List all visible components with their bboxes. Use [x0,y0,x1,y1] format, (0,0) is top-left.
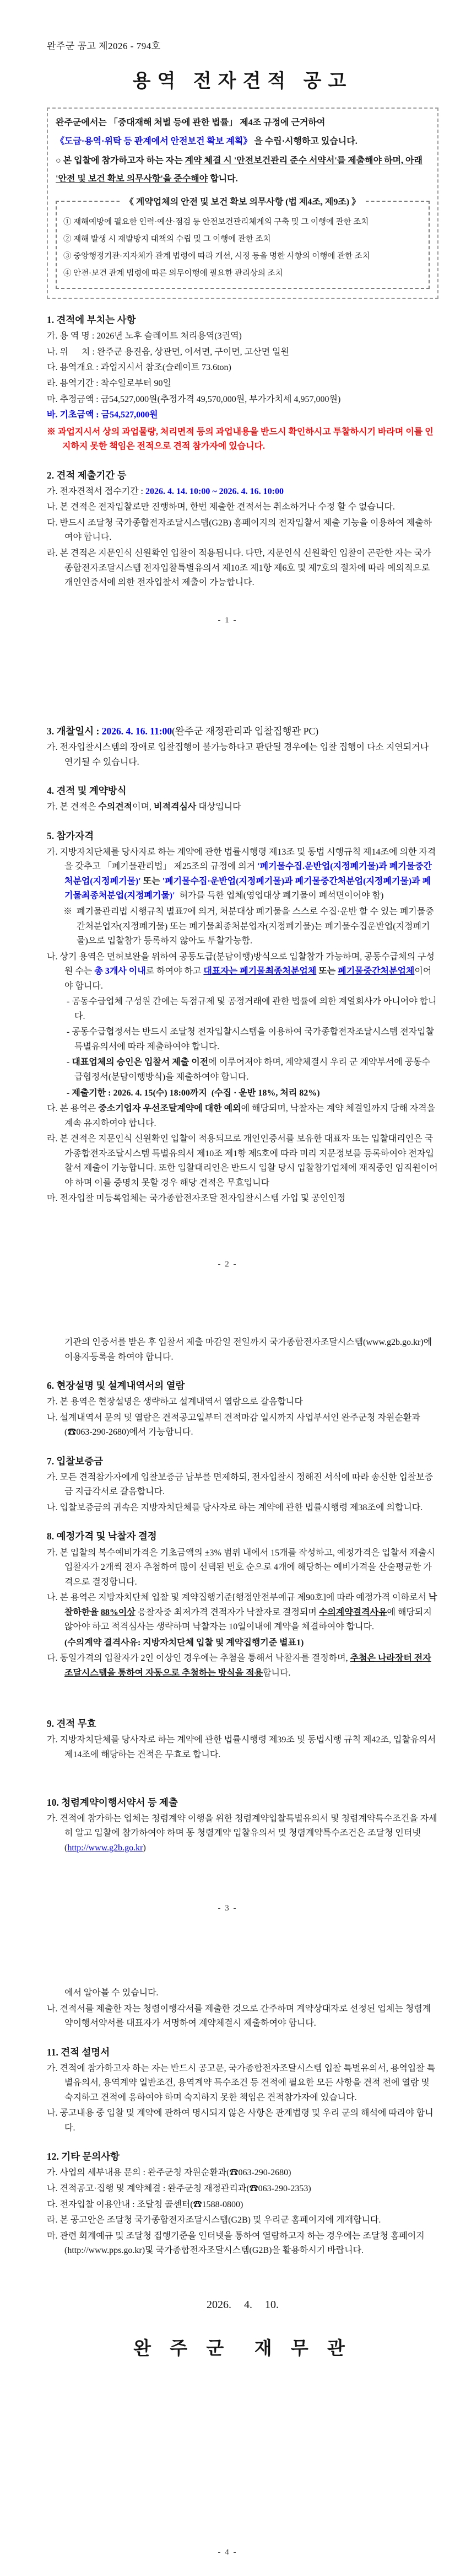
notice-number [47,39,438,54]
text-run: - 2 - [218,1260,237,1269]
section-heading [47,1716,438,1732]
text-run: 합니다. [208,174,238,184]
text-run: (수의계약 결격사유: 지방자치단체 입찰 및 계약집행기준 별표1) [64,1638,304,1647]
text-run: ○ 본 입찰에 참가하고자 하는 자는 [56,156,185,166]
text-run: 이어야 합니다. [64,967,432,991]
warning-note [47,425,438,454]
list-item [47,329,438,344]
text-run: 가. 본 용역은 현장설명은 생략하고 설계내역서 열람으로 갈음합니다 [47,1397,303,1407]
section-heading [47,1528,438,1544]
text-run: 10. 청렴계약이행서약서 등 제출 [47,1796,178,1808]
list-item [47,2182,438,2197]
text-run: 9. 견적 무효 [47,1718,96,1730]
text-run: ※ 과업지시서 상의 과업물량, 처리면적 등의 과업내용을 반드시 확인하시고 투찰하시기 바라며 이를 인지하지 못한 책임은 전적으로 견적 참가자에 있습니다. [47,427,434,452]
section-heading [47,468,438,484]
list-item [47,1651,438,1681]
obligation-item [63,248,422,265]
text-run: 2026. 4. 14. 10:00 ~ 2026. 4. 16. 10:00 [145,486,284,496]
list-item [47,2198,438,2213]
sub-list-item [47,1086,438,1101]
text-run: 12. 기타 문의사항 [47,2151,120,2162]
list-item [47,1395,438,1410]
text-run: 로 하여야 하고 [145,967,204,976]
text-run: 라. 본 견적은 지문인식 신원확인 입찰이 적용되므로 개인인증서를 보유한 대표자 또는 입찰대리인은 국가종합전자조달시스템 특별유의서 제10조 제1항 제5호에 따라 미리 지문정보를 등록하여야 전자입찰서 제출이 가능합니다. 또한 입찰대리인은 반드시 입찰 당시 입찰참가업체에 재직중인 임직원이어야 하며 이를 증명치 못할 경우 해당 견적은 무효입니다 [47,1134,438,1188]
list-item [47,1501,438,1516]
page-footer [0,614,455,627]
section-heading [47,2149,438,2165]
text-run: 3. 개찰일시 : [47,726,102,737]
list-item [47,1132,438,1190]
sub-list-item [47,995,438,1024]
text-run: 대표자는 폐기물최종처분업체 [203,967,317,976]
text-run: 8. 예정가격 및 낙찰자 결정 [47,1531,157,1542]
text-run: 가. 지방자치단체를 당사자로 하는 계약에 관한 법률시행령 제13조 및 동법 시행규칙 제14조에 의한 자격을 갖추고 「폐기물관리법」 제25조의 규정에 의거 [47,847,436,872]
text-run: 대표업체의 승인은 입찰서 제출 이전 [72,1058,209,1067]
text-run: 가. 전자입찰시스템의 장애로 입찰집행이 불가능하다고 판단될 경우에는 입찰 집행이 다소 지연되거나 연기될 수 있습니다. [47,743,431,767]
text-run: 또는 [316,967,338,976]
section-heading [47,828,438,844]
text-run: 가. 지방자치단체를 당사자로 하는 계약에 관한 법률시행령 제39조 및 동법시행 규칙 제42조, 입찰유의서 제14조에 해당하는 견적은 무효로 합니다. [47,1735,438,1760]
page-footer [0,1258,455,1271]
list-item [47,2106,438,2135]
text-run: 을 준수해야 [162,174,208,184]
text-run: 88%이상 [100,1607,136,1617]
text-run: 나. 상기 용역은 면허보완을 위하여 공동도급(분담이행)방식으로 입찰참가 가능하며, 공동수급체의 구성원 수는 [47,952,435,976]
list-item [47,1733,438,1762]
list-item [47,485,438,500]
note [47,905,438,949]
list-item [47,1192,438,1206]
continued-paragraph [47,1335,438,1365]
text-run: 중소기업자 우선조달계약에 대한 예외 [98,1104,241,1114]
obligations-box [56,197,430,289]
list-item [47,516,438,545]
text-run: 기관의 인증서를 받은 후 입찰서 제출 마감일 전일까지 국가종합전자조달시스템(www.g2b.go.kr)에 이용자등록을 하여야 합니다. [64,1338,435,1362]
text-run: 수의계약결격사유 [318,1607,387,1617]
text-run: - 1 - [218,616,237,625]
text-run: 다. 동일가격의 입찰자가 2인 이상인 경우에는 추첨을 통해서 낙찰자를 결정하며, [47,1654,350,1663]
text-run: 다. 본 용역은 [47,1104,99,1114]
text-run: 가. 모든 견적참가자에게 입찰보증금 납부를 면제하되, 전자입찰시 정해진 서식에 따라 송신한 입찰보증금 지급각서로 갈음합니다. [47,1472,434,1497]
text-run: 총 3개사 이내 [94,967,146,976]
text-run: ③ 중앙행정기관·지자체가 관계 법령에 따라 개선, 시정 등을 명한 사항의 이행에 관한 조치 [63,251,370,261]
list-item [47,740,438,770]
sub-list-item [47,1025,438,1054]
text-run: ② 재해 발생 시 재발방지 대책의 수립 및 그 이행에 관한 조치 [63,234,271,244]
text-run: 다. 전자입찰 이용안내 : 조달청 콜센터(☎1588-0800) [47,2199,243,2209]
continued-paragraph [47,1986,438,2001]
page-1 [0,0,455,644]
list-item [47,1812,438,1856]
issuer-title [47,2334,438,2364]
list-item [47,1471,438,1500]
text-run: 나. 공고내용 중 입찰 및 계약에 관하여 명시되지 않은 사항은 관계법령 및 우리 군의 해석에 따라야 합니다. [47,2108,434,2133]
intro-paragraph [56,133,430,151]
list-item [47,500,438,515]
text-run: 라. 본 견적은 지문인식 신원확인 입찰이 적용됩니다. 다만, 지문인식 신원확인 입찰이 곤란한 자는 국가종합전자조달시스템 전자입찰특별유의서 제10조 제1항 제6호 및 제7호의 절차에 따라 예외적으로 개인인증서에 의한 전자입찰서 제출이 가능합니다. [47,548,432,588]
text-run: 11. 견적 설명서 [47,2046,110,2058]
list-item [47,1411,438,1440]
text-run: 폐기물중간처분업체 [338,967,415,976]
text-run: 를 제출해야 하며, 아래 [337,156,422,166]
page-3 [0,1288,455,1932]
list-item [47,1546,438,1590]
section-heading [47,783,438,799]
section-heading [47,312,438,328]
intro-paragraph [56,152,430,189]
list-item [47,393,438,407]
text-run: 완주군에서는 「중대재해 처벌 등에 관한 법률」 제4조 규정에 근거하여 [56,117,326,127]
list-item [47,800,438,815]
text-run: 4. 견적 및 계약방식 [47,785,127,797]
list-item [47,2166,438,2181]
text-run: 2026. 4. 10. [207,2298,279,2311]
text-run: - 4 - [218,2548,237,2557]
text-run: 가. 전자견적서 접수기간 : [47,486,146,496]
list-item [47,2062,438,2106]
text-run: ① 재해예방에 필요한 인력·예산·점검 등 안전보건관리체계의 구축 및 그 이행에 관한 조치 [63,217,369,227]
text-run: 다. 반드시 조달청 국가종합전자조달시스템(G2B) 홈페이지의 전자입찰서 제출 기능을 이용하여 제출하여야 합니다. [47,518,432,543]
text-run: 나. 위 치 : 완주군 용진읍, 상관면, 이서면, 구이면, 고산면 일원 [47,347,289,357]
text-run: 에 해당되지 않아야 하고 적격심사는 생략하며 낙찰자는 10일이내에 계약을 체결하여야 합니다. [64,1607,434,1632]
announcement-date [47,2296,438,2314]
text-run: 나. 입찰보증금의 귀속은 지방자치단체를 당사자로 하는 계약에 관한 법률시행령 제38조에 의합니다. [47,1502,423,1512]
text-run: 나. 견적공고·집행 및 계약체결 : 완주군청 재정관리과(☎063-290-2353) [47,2184,311,2194]
text-run: 에 해당되며, 낙찰자는 계약 체결일까지 당해 자격을 계속 유지하여야 합니다. [64,1104,438,1128]
text-run: 5. 참가자격 [47,830,94,841]
page-4 [0,1932,455,2576]
obligation-item [63,231,422,248]
text-run: 가. 견적에 참가하는 업체는 청렴계약 이행을 위한 청렴계약입찰특별유의서 및 청렴계약특수조건을 자세히 알고 입찰에 참가하여야 하며 동 청렴계약 입찰유의서 및 청렴계약특수조건은 조달청 인터넷( [47,1813,437,1853]
list-item [47,950,438,994]
text-run: 가. 용 역 명 : 2026년 노후 슬레이트 처리용역(3권역) [47,331,242,341]
text-run: 가. 본 견적은 [47,802,99,812]
list-item [47,1102,438,1131]
list-item [47,408,438,423]
sub-list-item [47,1055,438,1085]
text-run: 라. 본 공고안은 조달청 국가종합전자조달시스템(G2B) 및 우리군 홈페이지에 게재합니다. [47,2215,381,2225]
intro-box [47,108,438,299]
text-run: 완주군 공고 제2026 - 794호 [47,41,161,51]
text-run: 완 주 군 재 무 관 [133,2338,352,2359]
text-run: 마. 관련 회계예규 및 조달청 집행기준을 인터넷을 통하여 열람하고자 하는 경우에는 조달청 홈페이지(http://www.pps.go.kr)및 국가종합전자조달시스템(G2B)을 활용하시기 바랍니다. [47,2231,425,2256]
text-run: '폐기물수집·운반업(지정폐기물)과 폐기물중간처분업(지정폐기물)과 폐기물최종처분업(지정폐기물)' [64,876,431,901]
text-run: 가. 본 입찰의 복수예비가격은 기초금액의 ±3% 범위 내에서 15개를 작성하고, 예정가격은 입찰서 제출시 입찰자가 2개씩 전자 추첨하여 많이 선택된 번호 순으로 4개에 해당하는 예비가격을 산술평균한 가격으로 결정합니다. [47,1548,437,1587]
list-item [47,845,438,904]
text-run: 대상입니다 [196,802,241,812]
text-run: 합니다. [263,1668,291,1678]
text-run: 2. 견적 제출기간 등 [47,469,127,481]
text-run: 라. 용역기간 : 착수일로부터 90일 [47,379,171,389]
hyperlink-text[interactable]: http://www.g2b.go.kr [67,1843,143,1853]
spacer [47,1763,438,1781]
text-run: 나. 설계내역서 문의 및 열람은 견적공고일부터 견적마감 일시까지 사업부서인 완주군청 자원순환과(☎063-290-2680)에서 가능합니다. [47,1413,420,1437]
list-item [47,361,438,375]
page-footer [0,1902,455,1915]
text-run: (완주군 재정관리과 입찰집행관 PC) [172,726,319,737]
list-item [47,2229,438,2258]
text-run: 바. 기초금액 : 금54,527,000원 [47,410,158,420]
text-run: 에서 알아볼 수 있습니다. [64,1988,159,1998]
text-run: 나. 본 용역은 지방자치단체 입찰 및 계약집행기준[행정안전부예규 제90호]에 따라 예정가격 이하로서 [47,1593,429,1603]
section-heading [47,2044,438,2060]
obligations-title [120,194,366,212]
page-footer [0,2546,455,2559]
text-run: 2026. 4. 16. 11:00 [101,726,172,737]
text-run: 용역 전자견적 공고 [132,71,353,92]
text-run: 추첨은 나라장터 전자조달시스템을 통하여 자동으로 추첨하는 방식을 적용 [64,1654,431,1678]
list-item [47,345,438,360]
text-run: 나. 견적서를 제출한 자는 청렴이행각서를 제출한 것으로 간주하며 계약상대자로 선정된 업체는 청렴계약이행서약서를 대표자가 서명하여 계약체결시 제출하여야 합니다. [47,2004,431,2028]
section-heading [47,1795,438,1811]
text-run: ④ 안전·보건 관계 법령에 따른 의무이행에 필요한 관리상의 조치 [63,269,283,278]
list-item [47,377,438,391]
text-run: 이며, [132,802,154,812]
section-heading [47,1378,438,1394]
page-2 [0,644,455,1288]
text-run: 마. 추정금액 : 금54,527,000원(추정가격 49,570,000원, 부가가치세 4,957,000원) [47,394,341,404]
text-run: - 3 - [218,1904,237,1913]
text-run: ) [143,1843,146,1853]
text-run: - 공동수급협정서는 반드시 조달청 전자입찰시스템을 이용하여 국가종합전자조달시스템 전자입찰특별유의서에 따라 제출하여야 합니다. [67,1027,435,1051]
text-run: 비적격심사 [154,802,197,812]
list-item [47,2002,438,2031]
text-run: 가. 견적에 참가하고자 하는 자는 반드시 공고문, 국가종합전자조달시스템 입찰 특별유의서, 용역입찰 특별유의서, 용역계약 일반조건, 용역계약 특수조건 등 견적에 필요한 모든 사항을 견적 전에 열람 및 숙지하고 견적에 응하여야 하며 숙지하지 못한 책임은 견적참가자에 있습니다. [47,2063,436,2102]
text-run: 수의견적 [98,802,133,812]
text-run: 《도급·용역·위탁 등 관계에서 안전보건 확보 계획》 [56,137,252,147]
text-run: 나. 본 견적은 전자입찰로만 진행하며, 한번 제출한 견적서는 취소하거나 수정 할 수 없습니다. [47,502,395,512]
text-run: 《 계약업체의 안전 및 보건 확보 의무사항 (법 제4조, 제9조) 》 [124,197,361,207]
section-heading [47,723,438,739]
text-run: 마. 전자입찰 미등록업체는 국가종합전자조달 전자입찰시스템 가입 및 공인인정 [47,1194,346,1204]
text-run: 을 수립·시행하고 있습니다. [252,137,358,147]
indented-note [47,1636,438,1651]
text-run: 가. 사업의 세부내용 문의 : 완주군청 자원순환과(☎063-290-2680) [47,2168,291,2178]
text-run: '안전보건관리 준수 서약서' [234,156,337,166]
intro-paragraph [56,114,430,132]
text-run: ※ 폐기물관리법 시행규칙 별표7에 의거, 처분대상 폐기물을 스스로 수집·운반 할 수 있는 폐기물중간처분업자(지정폐기물) 또는 폐기물최종처분업자(지정폐기물)는 폐기물수집운반업(지정폐기물)으로 입찰참가 등록하지 않아도 투찰가능함. [63,906,434,946]
text-run: 계약 체결 시 [185,156,234,166]
text-run: 7. 입찰보증금 [47,1455,104,1467]
obligation-item [63,265,422,282]
spacer [47,1681,438,1703]
text-run: 또는 [140,876,162,886]
list-item [47,546,438,591]
text-run: 1. 견적에 부치는 사항 [47,314,136,326]
list-item [47,1591,438,1635]
text-run: '안전 및 보건 확보 의무사항' [56,174,163,184]
text-run: 낙찰하한율 [64,1593,437,1617]
text-run: 에 이루어져야 하며, 계약체결시 우리 군 계약부서에 공동수급협정서(분담이행방식)을 제출하여야 합니다. [74,1058,431,1082]
list-item [47,2213,438,2228]
text-run: - 제출기한 : 2026. 4. 15(수) 18:00까지 (수집 · 운반 18%, 처리 82%) [67,1088,320,1098]
text-run: '폐기물수집.운반업(지정폐기물)과 폐기물중간처분업(지정폐기물)' [64,862,432,886]
text-run: 다. 용역개요 : 과업지시서 참조(슬레이트 73.6ton) [47,363,231,373]
text-run: 6. 현장설명 및 설계내역서의 열람 [47,1380,185,1392]
document-title [47,66,438,97]
text-run: - [67,1058,72,1067]
text-run: 응찰자중 최저가격 견적자가 낙찰자로 결정되며 [135,1607,319,1617]
text-run: 허가를 득한 업체(영업대상 폐기물이 폐석면이어야 함) [175,891,384,901]
section-heading [47,1453,438,1469]
obligation-item [63,214,422,231]
text-run: - 공동수급업체 구성원 간에는 독점규제 및 공정거래에 관한 법률에 의한 계열회사가 아니어야 합니다. [67,997,437,1021]
